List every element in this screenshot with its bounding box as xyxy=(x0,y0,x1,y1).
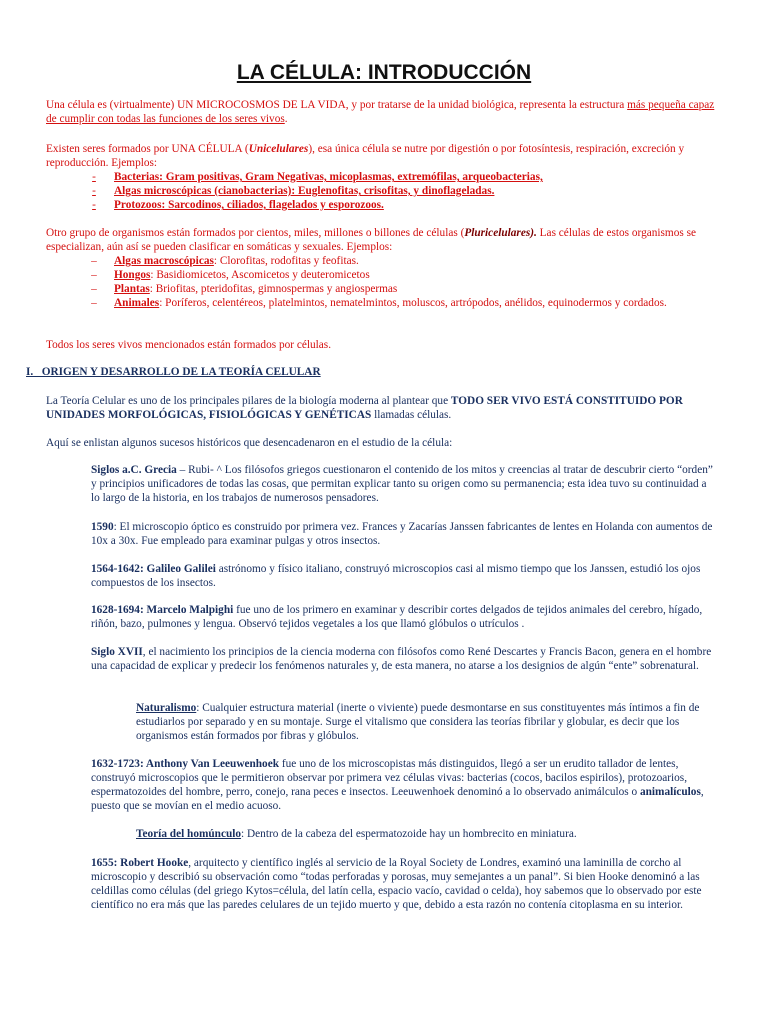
intro-p3-c: Las células de estos organismos se especializan, aún así se pueden clasificar en somáticas y sexuales. Ejemplos: xyxy=(46,227,696,253)
event-label: Naturalismo xyxy=(136,702,197,714)
event-label: 1590 xyxy=(91,521,114,533)
event-malpighi xyxy=(91,603,717,631)
page-title: LA CÉLULA: INTRODUCCIÓN xyxy=(236,61,532,84)
list-item-term: Animales xyxy=(114,297,160,309)
list-item-text: : Clorofitas, rodofitas y feofitas. xyxy=(213,255,359,267)
unicellular-examples-list xyxy=(74,170,714,212)
event-text: fue uno de los microscopistas más distinguidos, llegó a ser un erudito tallador de lentes, construyó microscopios que le permitieron observar por primera vez células vivas: bacterias (cocos, bacilos espirilos), protozoarios, espermatozoides del hombre, perro, conejo, rana peces e insectos. Leeuwenhoek denominó a lo observado animálculos o xyxy=(91,758,688,798)
dash-marker: – xyxy=(91,269,97,281)
event-text: : Cualquier estructura material (inerte o viviente) puede desmontarse en sus constituyentes más íntimos a fin de estudiarlos por separado y en su montaje. Surge el vitalismo que considera las teorías fibrilar y globular, es decir que los organismos están formados por fibras y glóbulos. xyxy=(136,702,700,742)
event-text: : El microscopio óptico es construido por primera vez. Frances y Zacarías Janssen fabricantes de lentes en Holanda con aumentos de 10x a 30x. Fue empleado para examinar pulgas y otros insectos. xyxy=(91,521,713,547)
section-p1-b: TODO SER VIVO ESTÁ CONSTITUIDO POR UNIDADES MORFOLÓGICAS, FISIOLÓGICAS Y GENÉTICAS xyxy=(46,395,683,421)
list-item xyxy=(74,184,714,198)
event-text: astrónomo y físico italiano, construyó microscopios casi al mismo tiempo que los Janssen, estudió los ojos compuestos de los insectos. xyxy=(91,563,701,589)
list-item-text: Protozoos: Sarcodinos, ciliados, flagelados y esporozoos. xyxy=(114,199,384,211)
list-item-text: : Basidiomicetos, Ascomicetos y deuteromicetos xyxy=(150,269,370,281)
list-item xyxy=(74,198,714,212)
event-hooke xyxy=(91,856,717,912)
intro-p1-c: . xyxy=(284,113,288,125)
event-label: Siglo XVII xyxy=(91,646,143,658)
dash-marker: - xyxy=(92,199,96,211)
list-item-term: Plantas xyxy=(114,283,150,295)
list-item xyxy=(74,170,714,184)
event-grecia xyxy=(91,463,717,505)
intro-p1-b: más pequeña capaz de cumplir con todas las funciones de los seres vivos xyxy=(46,99,715,125)
event-label: 1632-1723: Anthony Van Leeuwenhoek xyxy=(91,758,280,770)
list-item-term: Hongos xyxy=(114,269,151,281)
section-paragraph-2: Aquí se enlistan algunos sucesos históricos que desencadenaron en el estudio de la célula: xyxy=(46,437,453,449)
event-text: – Rubi- ^ Los filósofos griegos cuestionaron el contenido de los mitos y creencias al tratar de descubrir cierto “orden” y principios unificadores de todas las cosas, que permitan explicar tanto su origen como su permanencia; esta idea tuvo su continuidad a lo largo de la historia, en los trabajos de numerosos pensadores. xyxy=(91,464,713,504)
list-item-text: Bacterias: Gram positivas, Gram Negativas, micoplasmas, extremófilas, arqueobacterias, xyxy=(114,171,543,183)
dash-marker: - xyxy=(92,171,96,183)
section-p1-c: llamadas células. xyxy=(371,409,452,421)
event-homunculo xyxy=(136,827,716,841)
intro-p2-a: Existen seres formados por UNA CÉLULA ( xyxy=(46,143,249,155)
dash-marker: – xyxy=(91,255,97,267)
event-label: 1628-1694: Marcelo Malpighi xyxy=(91,604,234,616)
section-p1-a: La Teoría Celular es uno de los principales pilares de la biología moderna al plantear que xyxy=(46,395,451,407)
section-paragraph-1 xyxy=(46,394,722,422)
intro-p3-a: Otro grupo de organismos están formados por cientos, miles, millones o billones de células ( xyxy=(46,227,465,239)
list-item xyxy=(74,254,714,268)
event-bold-term: animalículos xyxy=(639,786,701,798)
intro-p3-b: Pluricelulares). xyxy=(464,227,537,239)
section-heading: I. ORIGEN Y DESARROLLO DE LA TEORÍA CELULAR xyxy=(26,366,321,378)
intro-paragraph-3 xyxy=(46,226,722,254)
list-item xyxy=(74,296,714,310)
event-text: , el nacimiento los principios de la ciencia moderna con filósofos como René Descartes y Francis Bacon, genera en el hombre una capacidad de explicar y predecir los fenómenos naturales y, de esta manera, no atarse a los designios de algún “ente” sobrenatural. xyxy=(91,646,712,672)
dash-marker: – xyxy=(91,283,97,295)
intro-p2-c: ), esa única célula se nutre por digestión o por fotosíntesis, respiración, excreción y reproducción. Ejemplos: xyxy=(46,143,685,169)
event-leeuwenhoek xyxy=(91,757,717,813)
dash-marker: - xyxy=(92,185,96,197)
event-siglo-xvii xyxy=(91,645,717,673)
list-item-text: Algas microscópicas (cianobacterias): Euglenofitas, crisofitas, y dinoflageladas. xyxy=(114,185,495,197)
event-label: Siglos a.C. Grecia xyxy=(91,464,177,476)
list-item-text: : Poríferos, celentéreos, platelmintos, nematelmintos, moluscos, artrópodos, anélidos, equinodermos y cordados. xyxy=(159,297,667,309)
event-text: , arquitecto y científico inglés al servicio de la Royal Society de Londres, examinó una laminilla de corcho al microscopio y describió su observación como “todas perforadas y porosas, muy semejantes a un panal”. Si bien Hooke denominó a las celdillas como células (del griego Kytos=célula, del latín cella, espacio vacío, cavidad o celda), hoy sabemos que lo observado por este científico no era más que las paredes celulares de un tejido muerto y que, debido a esta razón no contenía citoplasma en su interior. xyxy=(91,857,702,911)
list-item-text: : Briofitas, pteridofitas, gimnospermas y angiospermas xyxy=(149,283,398,295)
event-galileo xyxy=(91,562,717,590)
event-text: : Dentro de la cabeza del espermatozoide hay un hombrecito en miniatura. xyxy=(241,828,577,840)
intro-paragraph-1 xyxy=(46,98,722,126)
event-label: 1564-1642: Galileo Galilei xyxy=(91,563,216,575)
multicellular-examples-list xyxy=(74,254,714,310)
list-item xyxy=(74,268,714,282)
intro-p1-a: Una célula es (virtualmente) UN MICROCOSMOS DE LA VIDA, y por tratarse de la unidad biológica, representa la estructura xyxy=(46,99,628,111)
event-label: Teoría del homúnculo xyxy=(136,828,242,840)
intro-paragraph-2 xyxy=(46,142,722,170)
event-label: 1655: Robert Hooke xyxy=(91,857,189,869)
intro-p2-b: Unicelulares xyxy=(248,143,309,155)
intro-paragraph-4: Todos los seres vivos mencionados están formados por células. xyxy=(46,339,332,351)
event-text-end: , puesto que se movían en el medio acuoso. xyxy=(91,786,704,812)
dash-marker: – xyxy=(91,297,97,309)
event-1590 xyxy=(91,520,717,548)
event-naturalismo xyxy=(136,701,716,743)
list-item xyxy=(74,282,714,296)
event-text: fue uno de los primero en examinar y describir cortes delgados de tejidos animales del cerebro, hígado, riñón, bazo, pulmones y lengua. Observó tejidos vegetales a los que llamó glóbulos o utrículos . xyxy=(91,604,703,630)
list-item-term: Algas macroscópicas xyxy=(114,255,214,267)
